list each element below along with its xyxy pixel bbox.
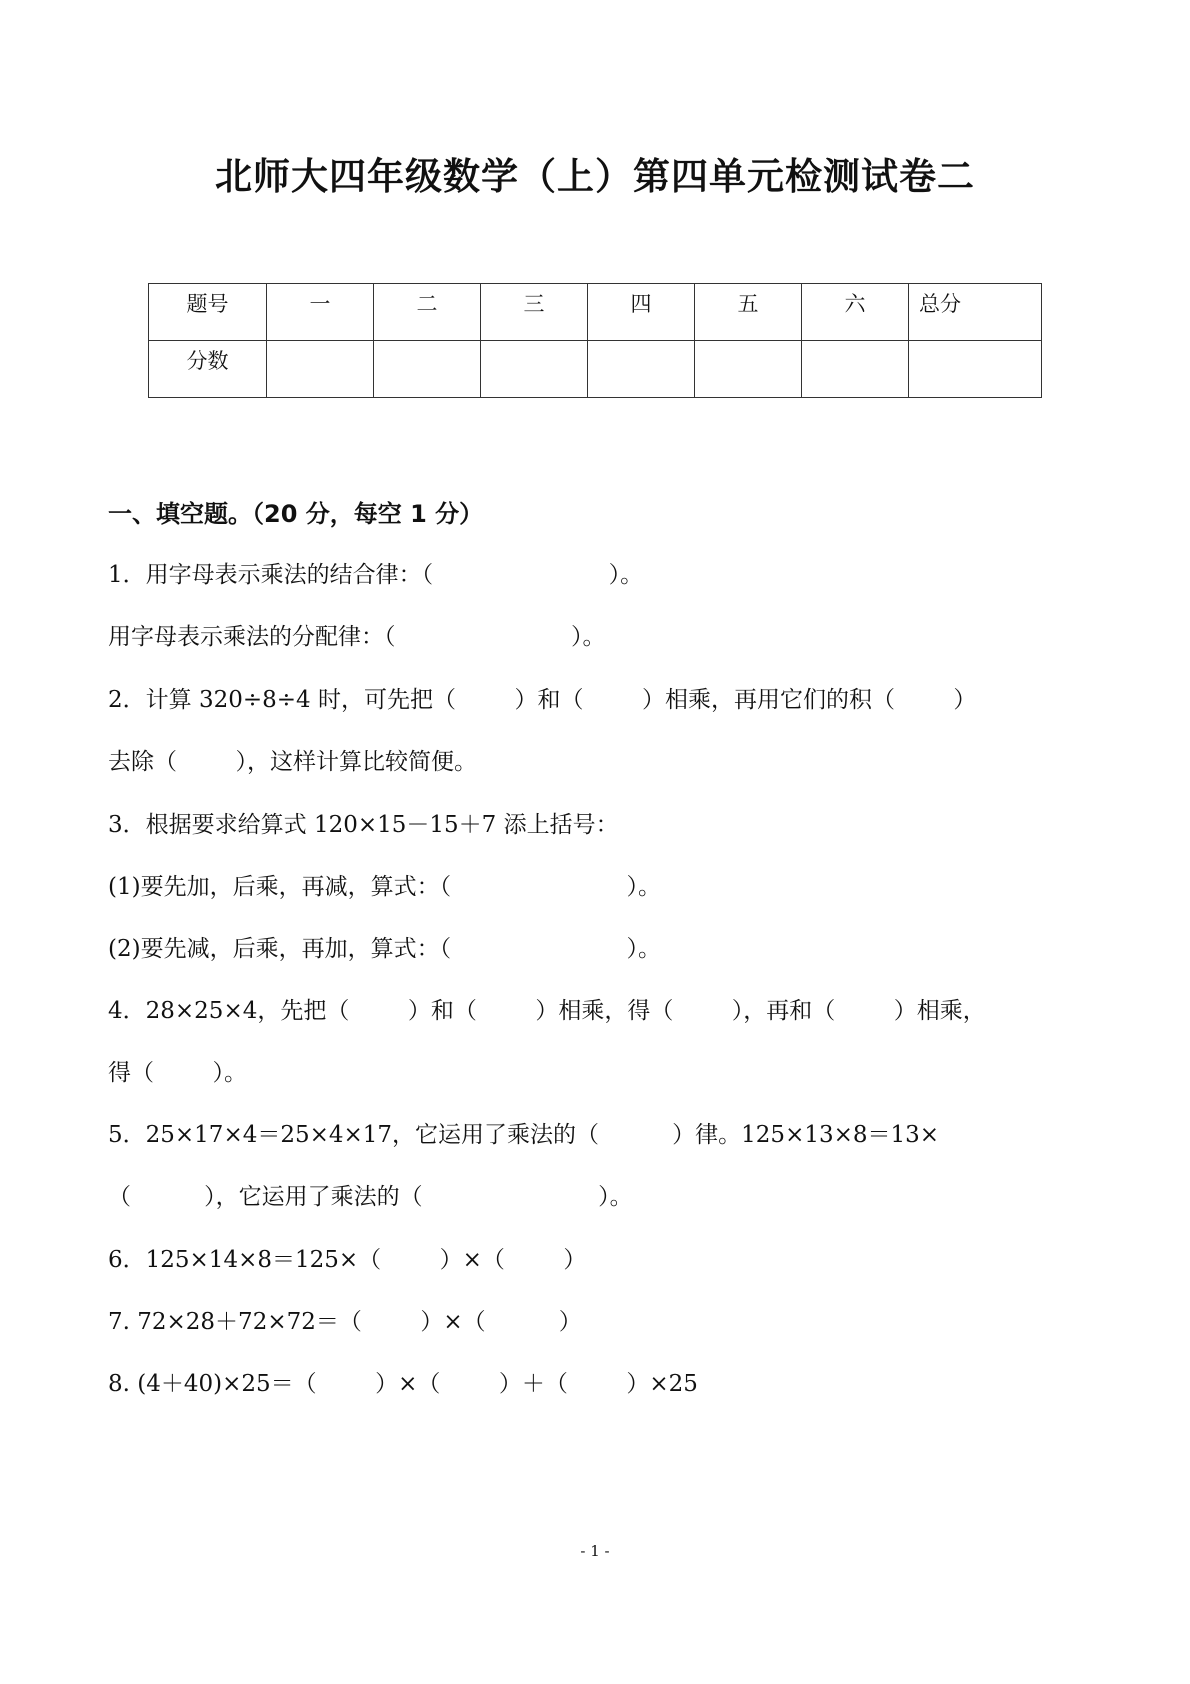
score-header-cell: 三 — [481, 284, 588, 341]
score-header-cell: 二 — [374, 284, 481, 341]
score-table — [148, 283, 1042, 398]
score-cell — [909, 341, 1042, 398]
page-title: 北师大四年级数学（上）第四单元检测试卷二 — [215, 155, 975, 198]
question-line: 去除（ ），这样计算比较简便。 — [108, 749, 477, 775]
score-header-cell: 六 — [802, 284, 909, 341]
score-table-score-row — [149, 341, 1042, 398]
question-line: 2．计算 320÷8÷4 时，可先把（ ）和（ ）相乘，再用它们的积（ ） — [108, 687, 977, 713]
question-line: 4．28×25×4，先把（ ）和（ ）相乘，得（ ），再和（ ）相乘， — [108, 998, 986, 1024]
question-line: （ ），它运用了乘法的（ ）。 — [108, 1184, 633, 1210]
score-header-cell: 题号 — [149, 284, 267, 341]
score-header-cell: 四 — [588, 284, 695, 341]
question-line: (1)要先加，后乘，再减，算式：（ ）。 — [108, 874, 662, 900]
score-cell — [802, 341, 909, 398]
question-line: 6．125×14×8＝125×（ ）×（ ） — [108, 1247, 587, 1273]
question-line: 3．根据要求给算式 120×15－15＋7 添上括号： — [108, 812, 619, 838]
page-number: - 1 - — [580, 1542, 610, 1560]
question-line: 得（ ）。 — [108, 1060, 247, 1086]
question-line: 8. (4＋40)×25＝（ ）×（ ）＋（ ）×25 — [108, 1371, 698, 1397]
question-line: 用字母表示乘法的分配律：（ ）。 — [108, 624, 606, 650]
section-heading: 一、填空题。（20 分，每空 1 分） — [108, 500, 484, 528]
score-cell — [481, 341, 588, 398]
score-cell — [267, 341, 374, 398]
score-cell — [588, 341, 695, 398]
score-header-cell: 一 — [267, 284, 374, 341]
score-table-header-row — [149, 284, 1042, 341]
question-line: 7. 72×28＋72×72＝（ ）×（ ） — [108, 1309, 582, 1335]
question-line: 1．用字母表示乘法的结合律：（ ）。 — [108, 562, 644, 588]
score-cell — [695, 341, 802, 398]
score-header-cell: 总分 — [909, 284, 1042, 341]
score-cell — [374, 341, 481, 398]
score-row-label: 分数 — [149, 341, 267, 398]
question-line: (2)要先减，后乘，再加，算式：（ ）。 — [108, 936, 662, 962]
question-line: 5．25×17×4＝25×4×17，它运用了乘法的（ ）律。125×13×8＝13× — [108, 1122, 940, 1148]
score-header-cell: 五 — [695, 284, 802, 341]
